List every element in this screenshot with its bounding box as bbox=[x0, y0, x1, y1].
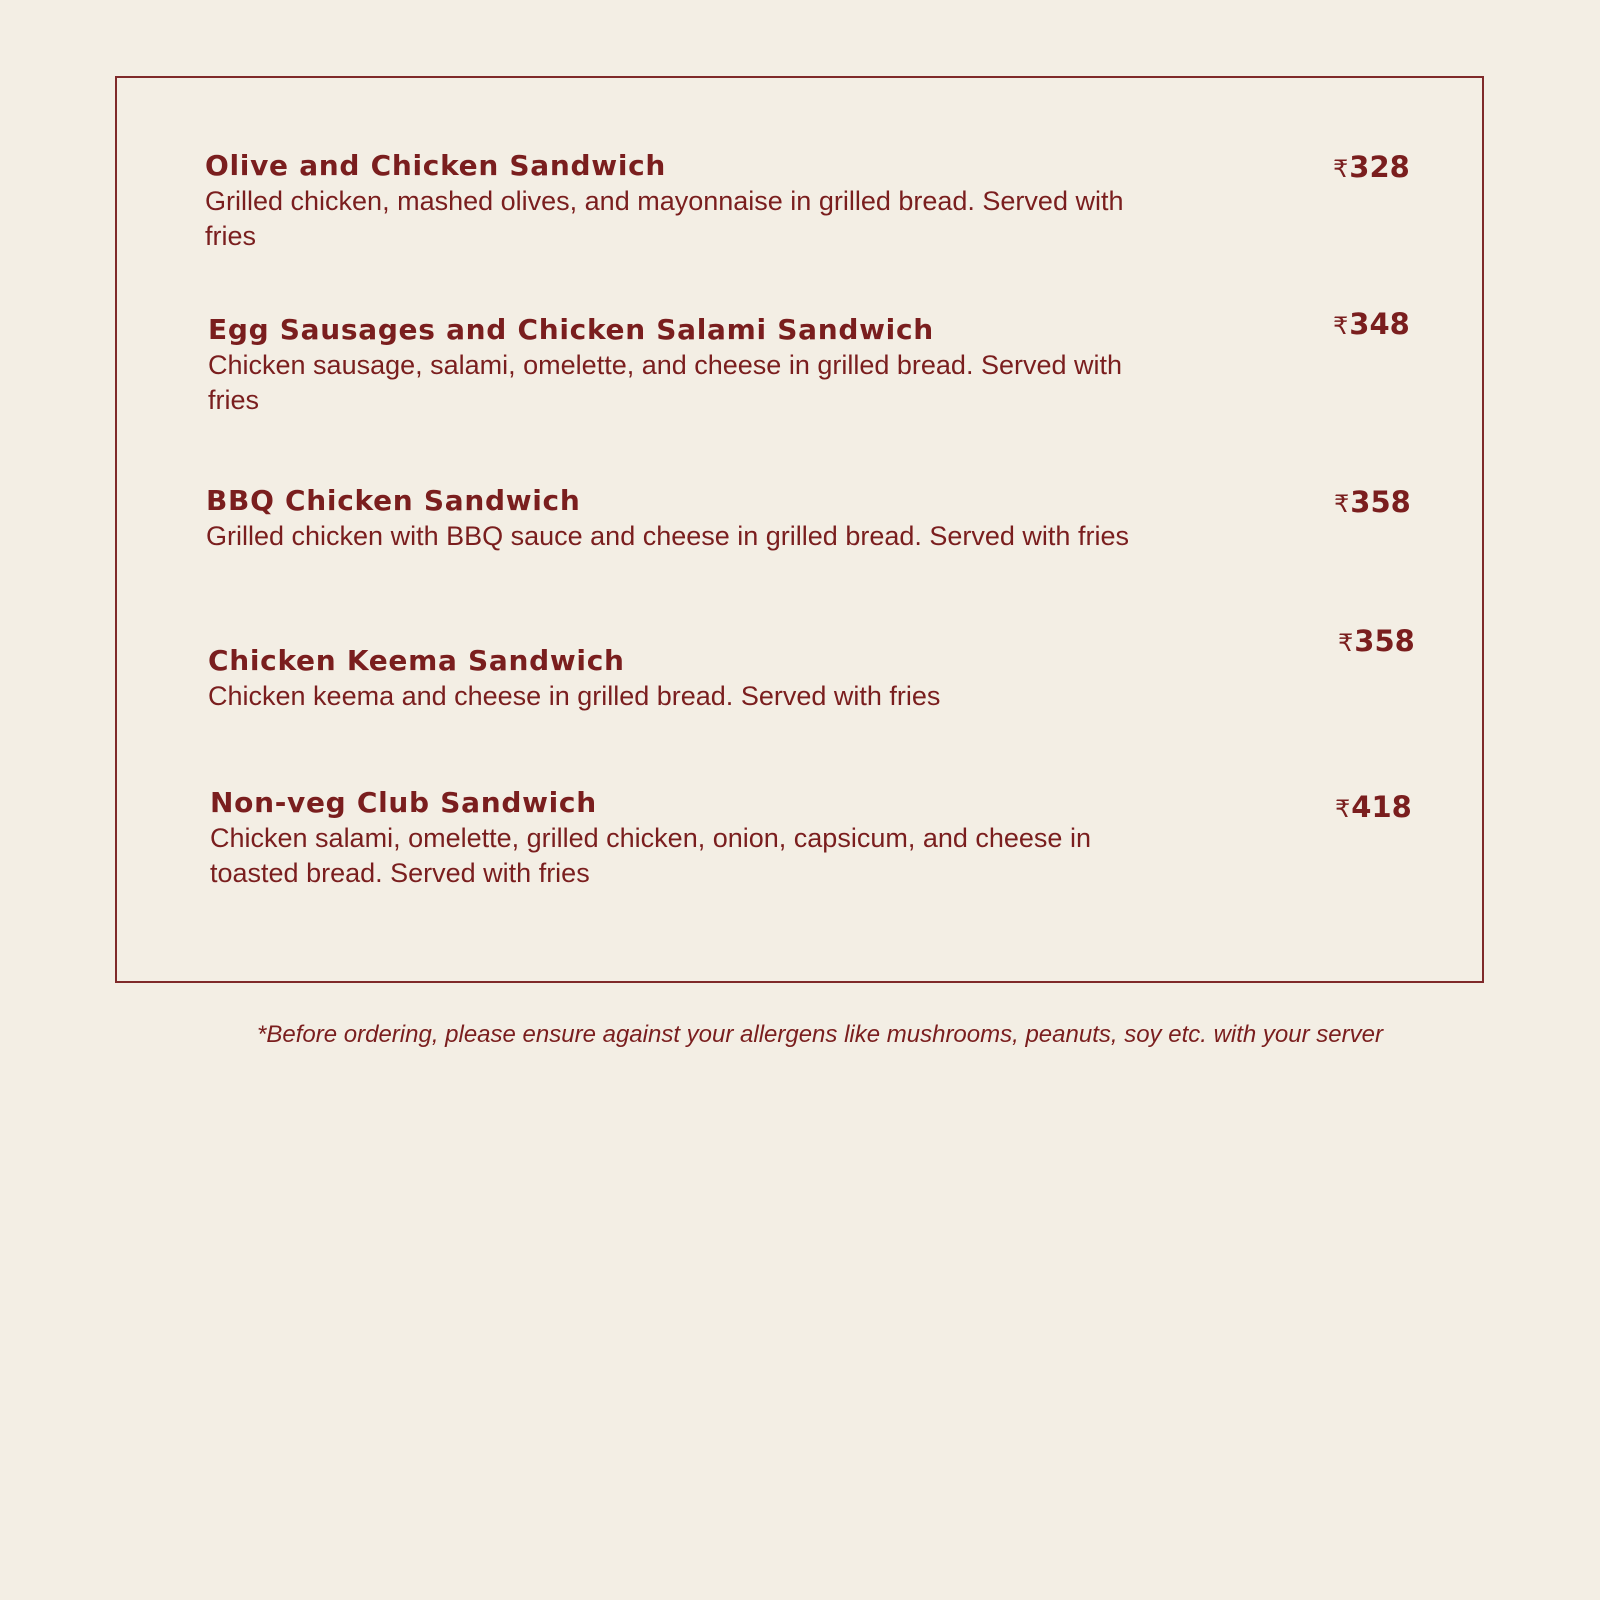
item-description: Grilled chicken, mashed olives, and mayonnaise in grilled bread. Served with fries bbox=[205, 186, 1124, 251]
item-name: Non-veg Club Sandwich bbox=[210, 786, 597, 819]
item-name: BBQ Chicken Sandwich bbox=[206, 484, 581, 517]
price-value: 328 bbox=[1349, 150, 1410, 184]
item-description: Chicken salami, omelette, grilled chicken, onion, capsicum, and cheese in toasted bread. Served with fries bbox=[210, 823, 1091, 888]
rupee-symbol: ₹ bbox=[1333, 312, 1349, 340]
item-price-non-veg-club bbox=[1335, 791, 1412, 825]
price-value: 358 bbox=[1350, 485, 1411, 519]
item-description: Grilled chicken with BBQ sauce and cheese in grilled bread. Served with fries bbox=[206, 521, 1129, 551]
rupee-symbol: ₹ bbox=[1338, 629, 1354, 657]
price-value: 358 bbox=[1354, 624, 1415, 658]
rupee-symbol: ₹ bbox=[1334, 490, 1350, 518]
item-name: Chicken Keema Sandwich bbox=[208, 644, 625, 677]
item-price-bbq-chicken bbox=[1334, 486, 1411, 520]
rupee-symbol: ₹ bbox=[1333, 155, 1349, 183]
item-description: Chicken sausage, salami, omelette, and cheese in grilled bread. Served with fries bbox=[208, 350, 1123, 415]
item-price-olive-chicken bbox=[1333, 151, 1410, 185]
item-name: Egg Sausages and Chicken Salami Sandwich bbox=[208, 313, 934, 346]
item-price-egg-sausages bbox=[1333, 308, 1410, 342]
price-value: 348 bbox=[1349, 307, 1410, 341]
item-price-chicken-keema bbox=[1338, 625, 1415, 659]
item-description: Chicken keema and cheese in grilled bread. Served with fries bbox=[208, 681, 941, 711]
price-value: 418 bbox=[1351, 790, 1412, 824]
rupee-symbol: ₹ bbox=[1335, 795, 1351, 823]
allergen-footnote: *Before ordering, please ensure against your allergens like mushrooms, peanuts, soy etc. with your server bbox=[257, 1021, 1383, 1048]
item-name: Olive and Chicken Sandwich bbox=[205, 149, 667, 182]
